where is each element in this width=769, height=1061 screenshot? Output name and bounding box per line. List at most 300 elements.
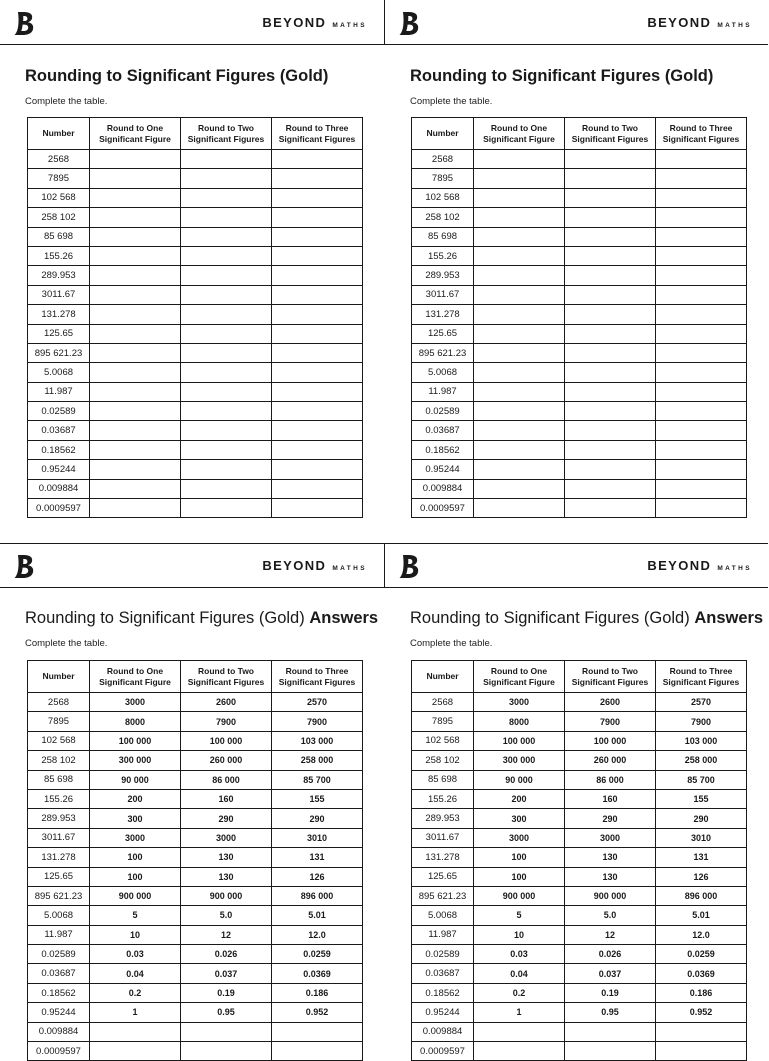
- answer-cell: 300 000: [90, 751, 181, 770]
- blank-answer-cell[interactable]: [90, 1042, 181, 1061]
- answer-cell: 130: [565, 867, 656, 886]
- number-cell: 0.95244: [28, 1003, 90, 1022]
- number-cell: 85 698: [412, 770, 474, 789]
- worksheet-panel-top-left: [0, 0, 384, 543]
- table-row: [28, 227, 363, 246]
- blank-answer-cell[interactable]: [656, 266, 747, 285]
- number-cell: 0.0009597: [412, 1042, 474, 1061]
- blank-answer-cell[interactable]: [656, 169, 747, 188]
- answer-cell: 200: [474, 789, 565, 808]
- answer-cell: 0.04: [90, 964, 181, 983]
- blank-answer-cell[interactable]: [474, 324, 565, 343]
- blank-answer-cell[interactable]: [181, 382, 272, 401]
- number-cell: 131.278: [412, 305, 474, 324]
- blank-answer-cell[interactable]: [474, 246, 565, 265]
- answer-cell: 86 000: [181, 770, 272, 789]
- number-cell: 0.95244: [412, 1003, 474, 1022]
- blank-answer-cell[interactable]: [181, 305, 272, 324]
- number-cell: 155.26: [28, 789, 90, 808]
- blank-answer-cell[interactable]: [272, 460, 363, 479]
- blank-answer-cell[interactable]: [272, 343, 363, 362]
- column-header: Round to One Significant Figure: [474, 661, 565, 693]
- blank-answer-cell[interactable]: [181, 1022, 272, 1041]
- blank-answer-cell[interactable]: [181, 246, 272, 265]
- blank-answer-cell[interactable]: [181, 266, 272, 285]
- answer-cell: 8000: [474, 712, 565, 731]
- blank-answer-cell[interactable]: [656, 402, 747, 421]
- answer-cell: 3000: [181, 828, 272, 847]
- blank-answer-cell[interactable]: [565, 169, 656, 188]
- blank-answer-cell[interactable]: [474, 150, 565, 169]
- blank-answer-cell[interactable]: [656, 246, 747, 265]
- answer-cell: 900 000: [90, 886, 181, 905]
- blank-answer-cell[interactable]: [474, 479, 565, 498]
- blank-answer-cell[interactable]: [90, 382, 181, 401]
- answer-cell: 100 000: [474, 731, 565, 750]
- blank-answer-cell[interactable]: [90, 363, 181, 382]
- table-row: [28, 324, 363, 343]
- answer-cell: 300 000: [474, 751, 565, 770]
- blank-answer-cell[interactable]: [656, 305, 747, 324]
- number-cell: 289.953: [28, 809, 90, 828]
- answer-cell: 0.186: [656, 983, 747, 1002]
- answer-cell: 290: [656, 809, 747, 828]
- number-cell: 102 568: [412, 731, 474, 750]
- answer-cell: 0.0259: [272, 945, 363, 964]
- number-cell: 2568: [28, 150, 90, 169]
- table-header-row: [412, 118, 747, 150]
- table-row: [28, 770, 363, 789]
- blank-answer-cell[interactable]: [565, 363, 656, 382]
- table-row: [28, 712, 363, 731]
- table-row: [412, 363, 747, 382]
- blank-answer-cell[interactable]: [656, 188, 747, 207]
- blank-answer-cell[interactable]: [656, 1042, 747, 1061]
- blank-answer-cell[interactable]: [181, 285, 272, 304]
- blank-answer-cell[interactable]: [90, 324, 181, 343]
- number-cell: 0.0009597: [28, 499, 90, 518]
- blank-answer-cell[interactable]: [272, 227, 363, 246]
- answer-cell: 100: [90, 867, 181, 886]
- blank-answer-cell[interactable]: [181, 363, 272, 382]
- blank-answer-cell[interactable]: [90, 208, 181, 227]
- table-row: [412, 789, 747, 808]
- blank-answer-cell[interactable]: [656, 479, 747, 498]
- table-row: [28, 731, 363, 750]
- number-cell: 85 698: [28, 770, 90, 789]
- number-cell: 0.02589: [28, 402, 90, 421]
- blank-answer-cell[interactable]: [181, 479, 272, 498]
- blank-answer-cell[interactable]: [181, 499, 272, 518]
- answer-cell: 131: [272, 848, 363, 867]
- column-header: Round to Two Significant Figures: [565, 118, 656, 150]
- blank-answer-cell[interactable]: [181, 227, 272, 246]
- blank-answer-cell[interactable]: [474, 1042, 565, 1061]
- blank-answer-cell[interactable]: [565, 499, 656, 518]
- blank-answer-cell[interactable]: [90, 479, 181, 498]
- table-row: [412, 227, 747, 246]
- number-cell: 125.65: [28, 324, 90, 343]
- number-cell: 895 621.23: [28, 886, 90, 905]
- blank-answer-cell[interactable]: [474, 285, 565, 304]
- table-row: [412, 731, 747, 750]
- answer-cell: 130: [565, 848, 656, 867]
- answer-cell: 0.2: [90, 983, 181, 1002]
- answer-cell: 260 000: [181, 751, 272, 770]
- answer-cell: 0.2: [474, 983, 565, 1002]
- answer-cell: 100 000: [181, 731, 272, 750]
- number-cell: 11.987: [412, 925, 474, 944]
- number-cell: 0.18562: [412, 440, 474, 459]
- number-cell: 0.95244: [28, 460, 90, 479]
- answer-cell: 103 000: [272, 731, 363, 750]
- table-row: [412, 208, 747, 227]
- answer-cell: 3010: [272, 828, 363, 847]
- blank-answer-cell[interactable]: [656, 1022, 747, 1041]
- column-header: Number: [28, 661, 90, 693]
- blank-answer-cell[interactable]: [90, 305, 181, 324]
- blank-answer-cell[interactable]: [272, 208, 363, 227]
- table-row: [28, 421, 363, 440]
- answer-cell: 0.037: [565, 964, 656, 983]
- blank-answer-cell[interactable]: [565, 1042, 656, 1061]
- answer-cell: 5.0: [181, 906, 272, 925]
- brand-name: BEYOND: [647, 558, 712, 573]
- number-cell: 11.987: [412, 382, 474, 401]
- blank-answer-cell[interactable]: [565, 1022, 656, 1041]
- blank-answer-cell[interactable]: [90, 440, 181, 459]
- number-cell: 102 568: [28, 731, 90, 750]
- instruction-text: Complete the table.: [410, 638, 493, 649]
- blank-answer-cell[interactable]: [272, 382, 363, 401]
- answer-cell: 0.952: [272, 1003, 363, 1022]
- brand-subname: MATHS: [332, 22, 367, 29]
- number-cell: 289.953: [28, 266, 90, 285]
- blank-answer-cell[interactable]: [474, 382, 565, 401]
- answer-cell: 7900: [272, 712, 363, 731]
- answer-cell: 12.0: [656, 925, 747, 944]
- number-cell: 11.987: [28, 925, 90, 944]
- answer-cell: 7900: [565, 712, 656, 731]
- rounding-table: [27, 660, 363, 1061]
- answers-label: Answers: [309, 609, 379, 627]
- answer-cell: 130: [181, 867, 272, 886]
- blank-answer-cell[interactable]: [565, 266, 656, 285]
- table-row: [28, 867, 363, 886]
- table-row: [412, 499, 747, 518]
- answer-cell: 100: [474, 867, 565, 886]
- blank-answer-cell[interactable]: [272, 150, 363, 169]
- rounding-table: [411, 117, 747, 518]
- blank-answer-cell[interactable]: [656, 227, 747, 246]
- panel-header: [0, 0, 384, 44]
- answer-cell: 300: [90, 809, 181, 828]
- table-row: [412, 440, 747, 459]
- table-row: [412, 150, 747, 169]
- table-row: [28, 945, 363, 964]
- blank-answer-cell[interactable]: [272, 246, 363, 265]
- blank-answer-cell[interactable]: [90, 188, 181, 207]
- blank-answer-cell[interactable]: [565, 285, 656, 304]
- table-row: [412, 402, 747, 421]
- blank-answer-cell[interactable]: [565, 382, 656, 401]
- blank-answer-cell[interactable]: [474, 305, 565, 324]
- worksheet-title: [25, 67, 328, 86]
- table-row: [412, 1042, 747, 1061]
- blank-answer-cell[interactable]: [656, 382, 747, 401]
- number-cell: 102 568: [412, 188, 474, 207]
- table-row: [28, 285, 363, 304]
- blank-answer-cell[interactable]: [565, 324, 656, 343]
- table-row: [28, 828, 363, 847]
- panel-header: [385, 543, 769, 587]
- answer-cell: 126: [656, 867, 747, 886]
- table-row: [412, 964, 747, 983]
- blank-answer-cell[interactable]: [90, 246, 181, 265]
- blank-answer-cell[interactable]: [474, 343, 565, 362]
- blank-answer-cell[interactable]: [90, 227, 181, 246]
- blank-answer-cell[interactable]: [90, 460, 181, 479]
- blank-answer-cell[interactable]: [181, 402, 272, 421]
- number-cell: 5.0068: [412, 363, 474, 382]
- blank-answer-cell[interactable]: [181, 343, 272, 362]
- number-cell: 895 621.23: [28, 343, 90, 362]
- blank-answer-cell[interactable]: [181, 440, 272, 459]
- table-row: [28, 479, 363, 498]
- title-text: Rounding to Significant Figures (Gold): [410, 67, 714, 85]
- brand-subname: MATHS: [717, 22, 752, 29]
- blank-answer-cell[interactable]: [181, 421, 272, 440]
- number-cell: 125.65: [412, 867, 474, 886]
- blank-answer-cell[interactable]: [565, 460, 656, 479]
- answer-cell: 258 000: [272, 751, 363, 770]
- number-cell: 289.953: [412, 809, 474, 828]
- blank-answer-cell[interactable]: [272, 285, 363, 304]
- number-cell: 125.65: [28, 867, 90, 886]
- number-cell: 0.009884: [412, 1022, 474, 1041]
- blank-answer-cell[interactable]: [272, 305, 363, 324]
- blank-answer-cell[interactable]: [181, 324, 272, 343]
- title-text: Rounding to Significant Figures (Gold): [25, 609, 305, 627]
- worksheet-title: [25, 609, 378, 628]
- blank-answer-cell[interactable]: [90, 266, 181, 285]
- blank-answer-cell[interactable]: [181, 1042, 272, 1061]
- number-cell: 85 698: [412, 227, 474, 246]
- answer-cell: 100 000: [565, 731, 656, 750]
- blank-answer-cell[interactable]: [90, 1022, 181, 1041]
- table-row: [412, 751, 747, 770]
- worksheet-panel-top-right: [385, 0, 769, 543]
- table-header-row: [28, 661, 363, 693]
- blank-answer-cell[interactable]: [656, 460, 747, 479]
- blank-answer-cell[interactable]: [272, 499, 363, 518]
- blank-answer-cell[interactable]: [90, 499, 181, 518]
- table-row: [28, 809, 363, 828]
- blank-answer-cell[interactable]: [656, 343, 747, 362]
- blank-answer-cell[interactable]: [272, 402, 363, 421]
- table-row: [28, 246, 363, 265]
- blank-answer-cell[interactable]: [90, 169, 181, 188]
- number-cell: 0.18562: [28, 983, 90, 1002]
- answer-cell: 0.95: [181, 1003, 272, 1022]
- number-cell: 3011.67: [412, 285, 474, 304]
- answer-cell: 155: [656, 789, 747, 808]
- blank-answer-cell[interactable]: [474, 266, 565, 285]
- blank-answer-cell[interactable]: [181, 169, 272, 188]
- number-cell: 2568: [412, 150, 474, 169]
- column-header: Number: [412, 661, 474, 693]
- table-row: [412, 1022, 747, 1041]
- answer-cell: 2570: [272, 693, 363, 712]
- blank-answer-cell[interactable]: [272, 440, 363, 459]
- blank-answer-cell[interactable]: [474, 499, 565, 518]
- blank-answer-cell[interactable]: [272, 324, 363, 343]
- blank-answer-cell[interactable]: [565, 188, 656, 207]
- column-header: Number: [412, 118, 474, 150]
- number-cell: 2568: [28, 693, 90, 712]
- blank-answer-cell[interactable]: [474, 227, 565, 246]
- blank-answer-cell[interactable]: [90, 343, 181, 362]
- blank-answer-cell[interactable]: [474, 402, 565, 421]
- blank-answer-cell[interactable]: [181, 188, 272, 207]
- number-cell: 7895: [28, 712, 90, 731]
- answer-cell: 155: [272, 789, 363, 808]
- blank-answer-cell[interactable]: [656, 150, 747, 169]
- table-row: [412, 1003, 747, 1022]
- column-header: Round to One Significant Figure: [90, 118, 181, 150]
- column-header: Round to Three Significant Figures: [656, 118, 747, 150]
- table-row: [412, 169, 747, 188]
- blank-answer-cell[interactable]: [565, 246, 656, 265]
- blank-answer-cell[interactable]: [565, 227, 656, 246]
- blank-answer-cell[interactable]: [656, 421, 747, 440]
- blank-answer-cell[interactable]: [474, 188, 565, 207]
- brand-name: BEYOND: [262, 15, 327, 30]
- blank-answer-cell[interactable]: [181, 208, 272, 227]
- blank-answer-cell[interactable]: [656, 363, 747, 382]
- number-cell: 258 102: [412, 208, 474, 227]
- blank-answer-cell[interactable]: [474, 1022, 565, 1041]
- title-text: Rounding to Significant Figures (Gold): [25, 67, 329, 85]
- blank-answer-cell[interactable]: [272, 479, 363, 498]
- blank-answer-cell[interactable]: [272, 421, 363, 440]
- blank-answer-cell[interactable]: [656, 324, 747, 343]
- answer-cell: 0.04: [474, 964, 565, 983]
- column-header: Round to One Significant Figure: [90, 661, 181, 693]
- table-row: [412, 770, 747, 789]
- column-header: Round to Two Significant Figures: [565, 661, 656, 693]
- number-cell: 0.03687: [28, 964, 90, 983]
- worksheet-title: [410, 67, 713, 86]
- blank-answer-cell[interactable]: [90, 150, 181, 169]
- table-row: [28, 402, 363, 421]
- table-row: [412, 848, 747, 867]
- blank-answer-cell[interactable]: [565, 343, 656, 362]
- column-header: Number: [28, 118, 90, 150]
- blank-answer-cell[interactable]: [474, 460, 565, 479]
- number-cell: 0.009884: [28, 479, 90, 498]
- table-row: [28, 1022, 363, 1041]
- table-row: [412, 305, 747, 324]
- answer-cell: 0.0369: [656, 964, 747, 983]
- blank-answer-cell[interactable]: [474, 421, 565, 440]
- blank-answer-cell[interactable]: [565, 479, 656, 498]
- blank-answer-cell[interactable]: [272, 188, 363, 207]
- blank-answer-cell[interactable]: [474, 440, 565, 459]
- number-cell: 7895: [412, 169, 474, 188]
- blank-answer-cell[interactable]: [181, 460, 272, 479]
- answer-cell: 103 000: [656, 731, 747, 750]
- table-row: [412, 246, 747, 265]
- blank-answer-cell[interactable]: [656, 285, 747, 304]
- blank-answer-cell[interactable]: [656, 440, 747, 459]
- answer-cell: 160: [181, 789, 272, 808]
- blank-answer-cell[interactable]: [474, 208, 565, 227]
- blank-answer-cell[interactable]: [272, 1022, 363, 1041]
- number-cell: 0.03687: [412, 964, 474, 983]
- blank-answer-cell[interactable]: [565, 150, 656, 169]
- table-row: [28, 150, 363, 169]
- number-cell: 0.009884: [28, 1022, 90, 1041]
- answer-cell: 0.95: [565, 1003, 656, 1022]
- answer-cell: 3000: [474, 828, 565, 847]
- blank-answer-cell[interactable]: [90, 285, 181, 304]
- answers-panel-bottom-left: [0, 543, 384, 1057]
- table-row: [412, 809, 747, 828]
- blank-answer-cell[interactable]: [474, 363, 565, 382]
- blank-answer-cell[interactable]: [565, 208, 656, 227]
- table-row: [412, 906, 747, 925]
- blank-answer-cell[interactable]: [565, 402, 656, 421]
- blank-answer-cell[interactable]: [565, 305, 656, 324]
- answer-cell: 0.026: [565, 945, 656, 964]
- answer-cell: 7900: [656, 712, 747, 731]
- number-cell: 131.278: [412, 848, 474, 867]
- number-cell: 3011.67: [28, 285, 90, 304]
- blank-answer-cell[interactable]: [656, 499, 747, 518]
- blank-answer-cell[interactable]: [90, 402, 181, 421]
- number-cell: 2568: [412, 693, 474, 712]
- number-cell: 0.95244: [412, 460, 474, 479]
- table-row: [28, 983, 363, 1002]
- table-row: [28, 1003, 363, 1022]
- brand-name: BEYOND: [647, 15, 712, 30]
- number-cell: 258 102: [28, 208, 90, 227]
- answer-cell: 12: [181, 925, 272, 944]
- table-header-row: [412, 661, 747, 693]
- answer-cell: 131: [656, 848, 747, 867]
- blank-answer-cell[interactable]: [272, 363, 363, 382]
- beyond-b-logo-icon: [13, 9, 37, 37]
- number-cell: 0.02589: [412, 402, 474, 421]
- number-cell: 7895: [28, 169, 90, 188]
- blank-answer-cell[interactable]: [272, 266, 363, 285]
- blank-answer-cell[interactable]: [565, 440, 656, 459]
- table-row: [412, 266, 747, 285]
- brand-wordmark: [647, 15, 752, 30]
- answer-cell: 0.03: [90, 945, 181, 964]
- blank-answer-cell[interactable]: [474, 169, 565, 188]
- blank-answer-cell[interactable]: [90, 421, 181, 440]
- table-row: [28, 848, 363, 867]
- blank-answer-cell[interactable]: [272, 1042, 363, 1061]
- answer-cell: 290: [565, 809, 656, 828]
- number-cell: 5.0068: [412, 906, 474, 925]
- blank-answer-cell[interactable]: [181, 150, 272, 169]
- blank-answer-cell[interactable]: [272, 169, 363, 188]
- blank-answer-cell[interactable]: [656, 208, 747, 227]
- blank-answer-cell[interactable]: [565, 421, 656, 440]
